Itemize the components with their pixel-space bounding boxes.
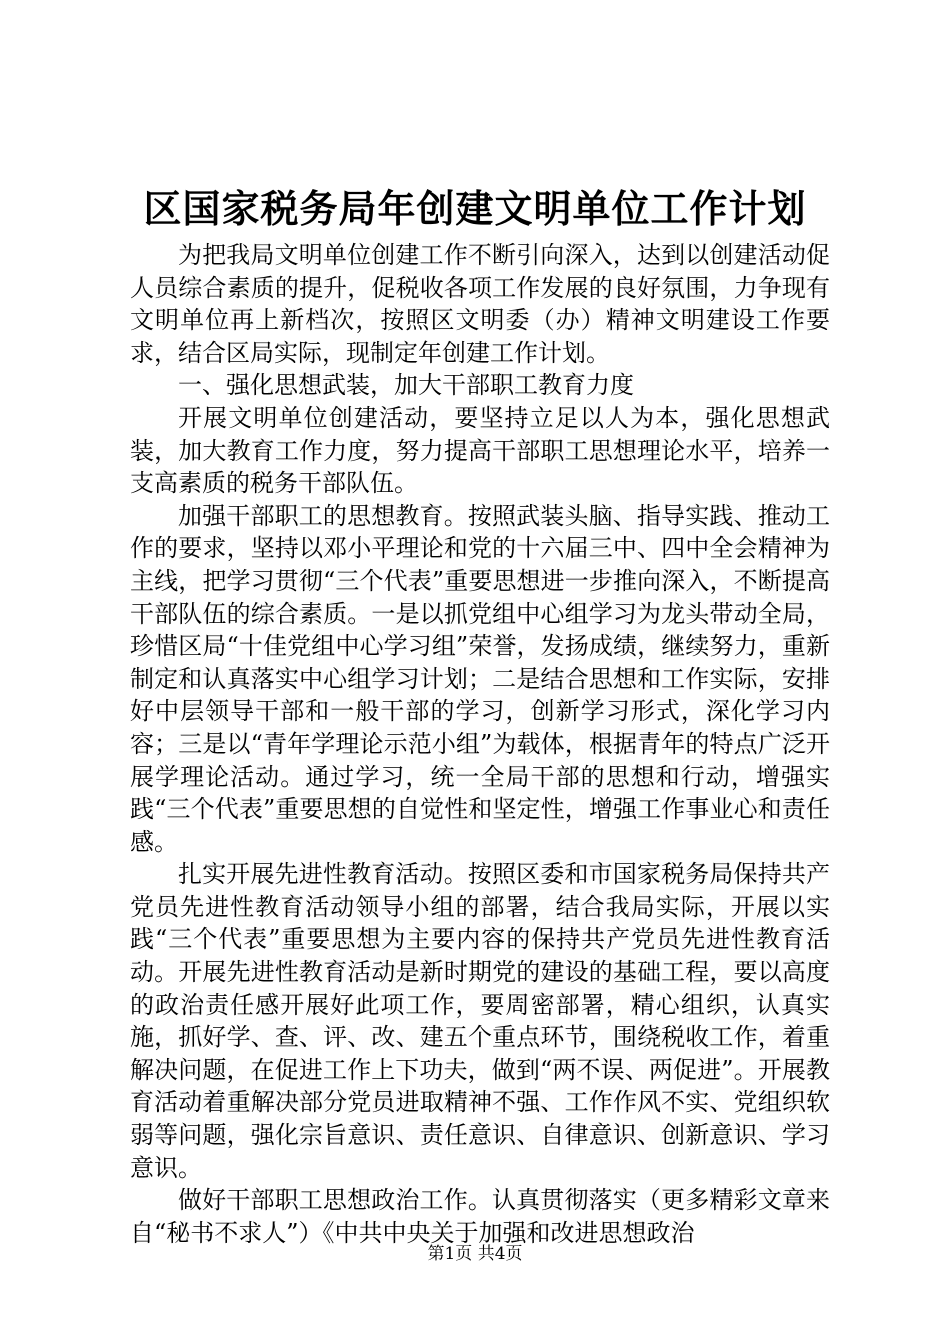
paragraph-intro: 为把我局文明单位创建工作不断引向深入，达到以创建活动促人员综合素质的提升，促税收各项工作发展的良好氛围，力争现有文明单位再上新档次，按照区文明委（办）精神文明建设工作要求，结合区局实际，现制定年创建工作计划。	[130, 241, 830, 367]
paragraph-section-1-intro: 开展文明单位创建活动，要坚持立足以人为本，强化思想武装，加大教育工作力度，努力提高干部职工思想理论水平，培养一支高素质的税务干部队伍。	[130, 403, 830, 498]
paragraph-advanced-education: 扎实开展先进性教育活动。按照区委和市国家税务局保持共产党员先进性教育活动领导小组的部署，结合我局实际，开展以实践“三个代表”重要思想为主要内容的保持共产党员先进性教育活动。开展先进性教育活动是新时期党的建设的基础工程，要以高度的政治责任感开展好此项工作，要周密部署，精心组织，认真实施，抓好学、查、评、改、建五个重点环节，围绕税收工作，着重解决问题，在促进工作上下功夫，做到“两不误、两促进”。开展教育活动着重解决部分党员进取精神不强、工作作风不实、党组织软弱等问题，强化宗旨意识、责任意识、自律意识、创新意识、学习意识。	[130, 860, 830, 1182]
section-heading-1: 一、强化思想武装，加大干部职工教育力度	[178, 371, 634, 400]
paragraph-political-work: 做好干部职工思想政治工作。认真贯彻落实（更多精彩文章来自“秘书不求人”）《中共中央关于加强和改进思想政治	[130, 1186, 830, 1247]
document-body	[130, 239, 830, 1249]
paragraph-ideological-education: 加强干部职工的思想教育。按照武装头脑、指导实践、推动工作的要求，坚持以邓小平理论和党的十六届三中、四中全会精神为主线，把学习贯彻“三个代表”重要思想进一步推向深入，不断提高干部队伍的综合素质。一是以抓党组中心组学习为龙头带动全局，珍惜区局“十佳党组中心学习组”荣誉，发扬成绩，继续努力，重新制定和认真落实中心组学习计划；二是结合思想和工作实际，安排好中层领导干部和一般干部的学习，创新学习形式，深化学习内容；三是以“青年学理论示范小组”为载体，根据青年的特点广泛开展学理论活动。通过学习，统一全局干部的思想和行动，增强实践“三个代表”重要思想的自觉性和坚定性，增强工作事业心和责任感。	[130, 501, 830, 856]
page-number-footer: 第1页 共4页	[427, 1244, 523, 1264]
document-title: 区国家税务局年创建文明单位工作计划	[143, 186, 807, 231]
